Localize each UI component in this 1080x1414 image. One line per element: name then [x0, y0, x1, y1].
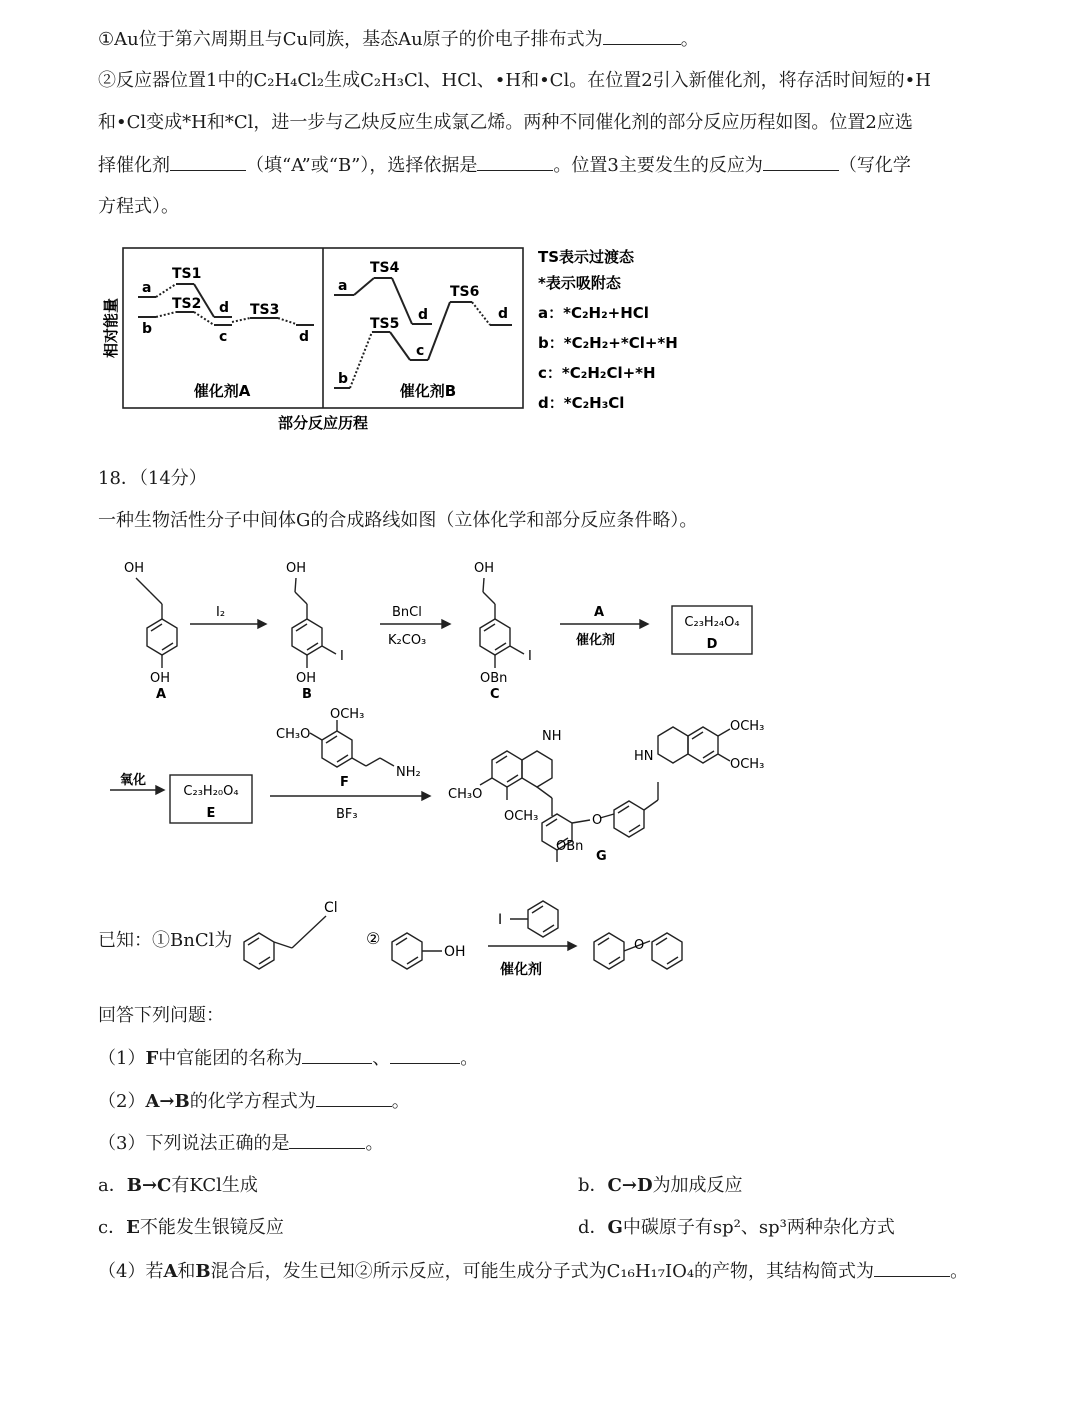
formula-e: C₂₃H₂₀O₄ [183, 784, 239, 799]
option-d[interactable]: d．G中碳原子有sp²、sp³两种杂化方式 [578, 1217, 895, 1238]
g-nh-left: NH [542, 729, 562, 744]
option-a[interactable]: a．B→C有KCl生成 [98, 1175, 258, 1196]
question-3: （3）下列说法正确的是 。 [98, 1130, 383, 1157]
label-ts1: TS1 [172, 266, 202, 282]
b-oh-bottom: OH [296, 671, 317, 686]
molecule-c [480, 578, 524, 668]
question-1: （1）F中官能团的名称为 、 。 [98, 1045, 478, 1072]
g-obn: OBn [556, 839, 584, 854]
c-iodo: I [528, 649, 532, 664]
reagent-bf3: BF₃ [336, 807, 358, 822]
legend-adsorbed: *表示吸附态 [538, 274, 621, 292]
label-d-cat-a-upper: d [219, 300, 230, 316]
label-a-cat-b: a [338, 278, 348, 294]
a-oh-bottom: OH [150, 671, 171, 686]
legend-b: b：*C₂H₂+*Cl+*H [538, 334, 678, 352]
g-hn-right: HN [634, 749, 654, 764]
benzyl-chloride-structure [244, 916, 326, 969]
known-iodo: I [498, 912, 503, 928]
g-och3-right-bottom: OCH₃ [730, 757, 765, 772]
b-oh-top: OH [286, 561, 307, 576]
q17-part1: ①Au位于第六周期且与Cu同族，基态Au原子的价电子排布式为 。 [98, 26, 699, 53]
answer-blank[interactable] [316, 1088, 392, 1107]
label-compound-b: B [302, 687, 312, 702]
legend-a: a：*C₂H₂+HCl [538, 304, 649, 322]
question-2: （2）A→B的化学方程式为 。 [98, 1088, 410, 1115]
label-c-cat-b: c [416, 343, 425, 359]
q17-part2-line2: 和•Cl变成*H和*Cl，进一步与乙炔反应生成氯乙烯。两种不同催化剂的部分反应历程如图。位置2应选 [98, 112, 913, 133]
answer-blank[interactable] [170, 152, 246, 171]
legend-ts: TS表示过渡态 [538, 248, 635, 266]
synthesis-scheme [90, 548, 790, 878]
q17-part2-line1: ②反应器位置1中的C₂H₄Cl₂生成C₂H₃Cl、HCl、•H和•Cl。在位置2引入新催化剂，将存活时间短的•H [98, 70, 931, 91]
q17-part2-line4: 方程式）。 [98, 196, 179, 217]
answer-prompt: 回答下列问题： [98, 1005, 224, 1026]
reagent-bncl: BnCl [392, 605, 422, 620]
label-ts5: TS5 [370, 316, 400, 332]
legend-d: d：*C₂H₃Cl [538, 394, 625, 412]
g-och3-right-top: OCH₃ [730, 719, 765, 734]
f-ch3o: CH₃O [276, 727, 311, 742]
formula-d: C₂₃H₂₄O₄ [684, 615, 740, 630]
label-d-cat-b-mid: d [418, 307, 429, 323]
y-axis-label: 相对能量 [102, 297, 120, 359]
f-nh2: NH₂ [396, 765, 421, 780]
reagent-a: A [594, 605, 605, 620]
b-iodo: I [340, 649, 344, 664]
g-ether-o: O [592, 813, 603, 828]
answer-blank[interactable] [874, 1258, 950, 1277]
f-och3: OCH₃ [330, 707, 365, 722]
molecule-a [136, 578, 177, 668]
x-axis-label: 部分反应历程 [277, 414, 369, 432]
g-och3-left: OCH₃ [504, 809, 539, 824]
panel-b-label: 催化剂B [399, 382, 457, 400]
molecule-f [310, 720, 394, 767]
reagent-k2co3: K₂CO₃ [388, 633, 427, 648]
known-ether-o: O [634, 938, 645, 953]
label-compound-g: G [596, 849, 607, 864]
label-compound-e: E [206, 806, 216, 821]
option-b[interactable]: b．C→D为加成反应 [578, 1175, 743, 1196]
answer-blank[interactable] [302, 1045, 372, 1064]
reagent-catalyst: 催化剂 [576, 633, 616, 648]
option-c[interactable]: c．E不能发生银镜反应 [98, 1217, 284, 1238]
energy-diagram [98, 240, 718, 440]
label-d-cat-a: d [299, 329, 310, 345]
answer-blank[interactable] [289, 1130, 365, 1149]
label-b-cat-b: b [338, 371, 349, 387]
answer-blank[interactable] [390, 1045, 460, 1064]
known-structures [238, 896, 758, 986]
label-compound-f: F [340, 775, 349, 790]
reagent-oxidation: 氧化 [120, 773, 147, 788]
question-4: （4）若A和B混合后，发生已知②所示反应，可能生成分子式为C₁₆H₁₇IO₄的产物，其结构简式为 。 [98, 1258, 968, 1285]
a-oh-top: OH [124, 561, 145, 576]
known-cl: Cl [324, 900, 338, 916]
reagent-i2: I₂ [216, 605, 226, 620]
label-b-cat-a: b [142, 321, 153, 337]
known-prefix: 已知：①BnCl为 [98, 930, 233, 951]
answer-blank[interactable] [477, 152, 553, 171]
label-ts2: TS2 [172, 296, 202, 312]
known-oh: OH [444, 944, 466, 960]
label-ts3: TS3 [250, 302, 280, 318]
phenol-structure [392, 933, 442, 969]
label-c-cat-a: c [219, 329, 228, 345]
q17-part2-line3: 择催化剂 （填“A”或“B”），选择依据是 。位置3主要发生的反应为 （写化学 [98, 152, 911, 179]
answer-blank[interactable] [763, 152, 839, 171]
iodobenzene-structure [510, 901, 558, 937]
label-ts6: TS6 [450, 284, 480, 300]
molecule-g [480, 727, 730, 862]
g-ch3o: CH₃O [448, 787, 483, 802]
label-d-cat-b: d [498, 306, 509, 322]
answer-blank[interactable] [603, 26, 681, 45]
c-obn: OBn [480, 671, 508, 686]
panel-a-label: 催化剂A [193, 382, 251, 400]
molecule-b [292, 578, 336, 668]
known-catalyst: 催化剂 [500, 962, 542, 978]
label-ts4: TS4 [370, 260, 400, 276]
known-num2: ② [366, 929, 381, 948]
label-compound-c: C [490, 687, 500, 702]
q18-header: 18．（14分） [98, 468, 207, 489]
label-a-cat-a: a [142, 280, 152, 296]
legend-c: c：*C₂H₂Cl+*H [538, 364, 656, 382]
q18-intro: 一种生物活性分子中间体G的合成路线如图（立体化学和部分反应条件略）。 [98, 510, 698, 531]
c-oh-top: OH [474, 561, 495, 576]
label-compound-d: D [706, 637, 718, 652]
label-compound-a: A [156, 687, 167, 702]
